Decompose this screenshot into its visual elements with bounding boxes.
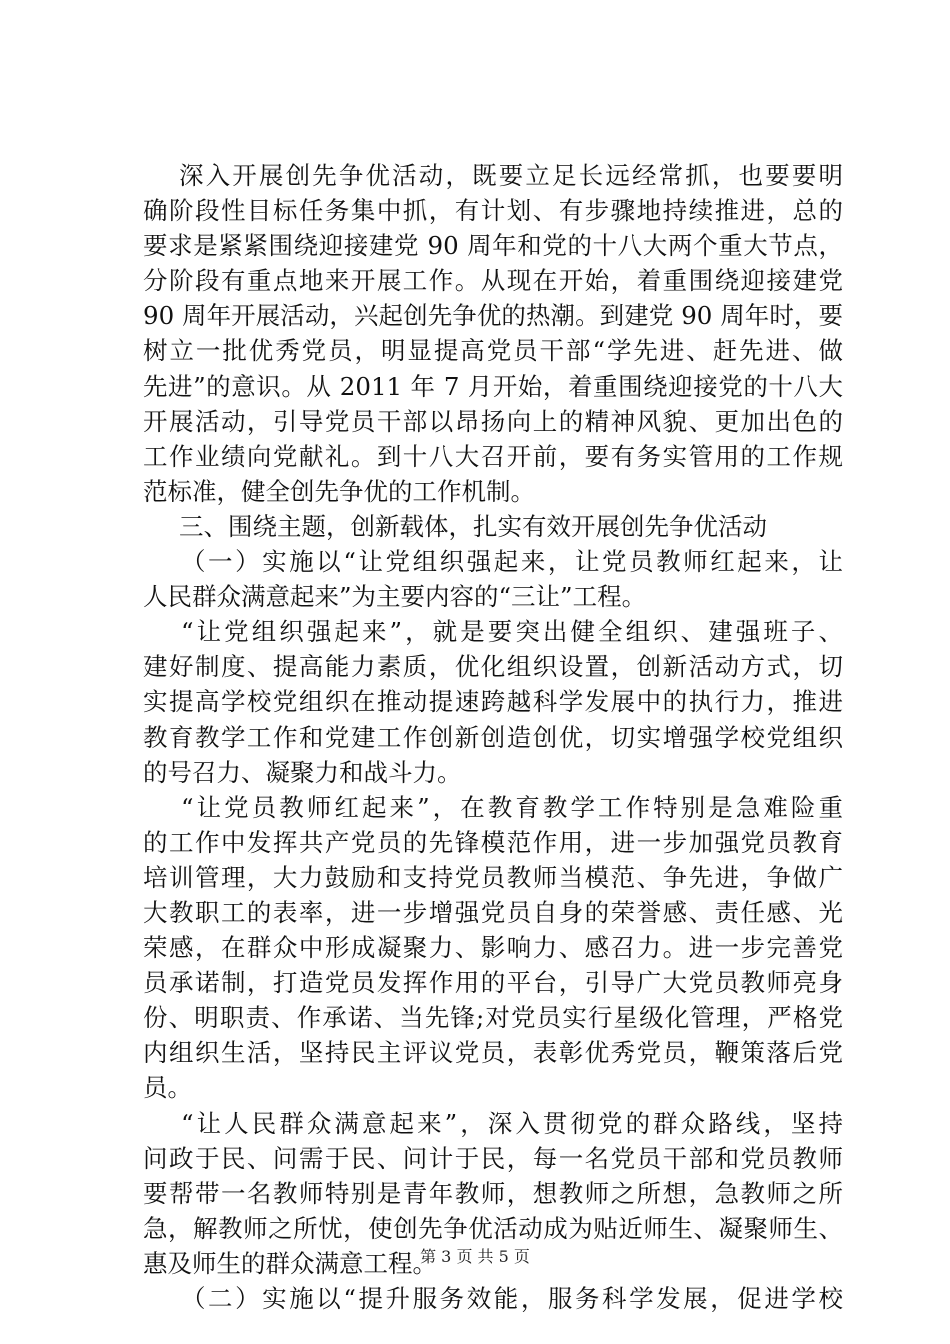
text-line: 惠及师生的群众满意工程。 <box>143 1248 437 1278</box>
text-line: 要帮带一名教师特别是青年教师，想教师之所想，急教师之所 <box>143 1178 843 1208</box>
text-line: 先进”的意识。从 2011 年 7 月开始，着重围绕迎接党的十八大 <box>143 371 843 401</box>
text-line: 人民群众满意起来”为主要内容的“三让”工程。 <box>143 582 647 612</box>
page-footer: 第 3 页 共 5 页 <box>420 1247 530 1266</box>
text-line: 要求是紧紧围绕迎接建党 90 周年和党的十八大两个重大节点， <box>143 231 843 261</box>
text-line: 急，解教师之所忧，使创先争优活动成为贴近师生、凝聚师生、 <box>143 1213 843 1243</box>
text-line: 问政于民、问需于民、问计于民，每一名党员干部和党员教师 <box>143 1143 843 1173</box>
text-line: 工作业绩向党献礼。到十八大召开前，要有务实管用的工作规 <box>143 441 843 471</box>
text-line: 份、明职责、作承诺、当先锋;对党员实行星级化管理，严格党 <box>143 1003 843 1033</box>
text-line: （一）实施以“让党组织强起来，让党员教师红起来，让 <box>181 547 843 577</box>
text-line: “让人民群众满意起来”，深入贯彻党的群众路线，坚持 <box>181 1108 843 1138</box>
text-line: 员承诺制，打造党员发挥作用的平台，引导广大党员教师亮身 <box>143 968 843 998</box>
text-line: 的号召力、凝聚力和战斗力。 <box>143 757 462 787</box>
text-line: 90 周年开展活动，兴起创先争优的热潮。到建党 90 周年时，要 <box>143 301 843 331</box>
text-line: 分阶段有重点地来开展工作。从现在开始，着重围绕迎接建党 <box>143 266 843 296</box>
text-line: 开展活动，引导党员干部以昂扬向上的精神风貌、更加出色的 <box>143 406 843 436</box>
text-line: 建好制度、提高能力素质，优化组织设置，创新活动方式，切 <box>143 652 843 682</box>
text-line: 员。 <box>143 1073 192 1103</box>
document-body <box>143 158 843 1316</box>
text-line: （二）实施以“提升服务效能，服务科学发展，促进学校 <box>181 1284 843 1313</box>
text-line: “让党组织强起来”，就是要突出健全组织、建强班子、 <box>181 617 843 647</box>
text-line: 大教职工的表率，进一步增强党员自身的荣誉感、责任感、光 <box>143 897 843 927</box>
text-line: 范标准，健全创先争优的工作机制。 <box>143 476 535 506</box>
text-line: 三、围绕主题，创新载体，扎实有效开展创先争优活动 <box>179 511 767 541</box>
text-line: 培训管理，大力鼓励和支持党员教师当模范、争先进，争做广 <box>143 862 843 892</box>
text-line: 实提高学校党组织在推动提速跨越科学发展中的执行力，推进 <box>143 687 843 717</box>
text-line: 荣感，在群众中形成凝聚力、影响力、感召力。进一步完善党 <box>143 933 843 963</box>
text-line: “让党员教师红起来”，在教育教学工作特别是急难险重 <box>181 792 843 822</box>
text-line: 教育教学工作和党建工作创新创造创优，切实增强学校党组织 <box>143 722 843 752</box>
text-line: 确阶段性目标任务集中抓，有计划、有步骤地持续推进，总的 <box>143 196 843 226</box>
text-line: 深入开展创先争优活动，既要立足长远经常抓，也要要明 <box>179 161 843 190</box>
text-line: 树立一批优秀党员，明显提高党员干部“学先进、赶先进、做 <box>143 336 843 366</box>
text-line: 的工作中发挥共产党员的先锋模范作用，进一步加强党员教育 <box>143 827 843 857</box>
text-line: 内组织生活，坚持民主评议党员，表彰优秀党员，鞭策落后党 <box>143 1038 843 1068</box>
